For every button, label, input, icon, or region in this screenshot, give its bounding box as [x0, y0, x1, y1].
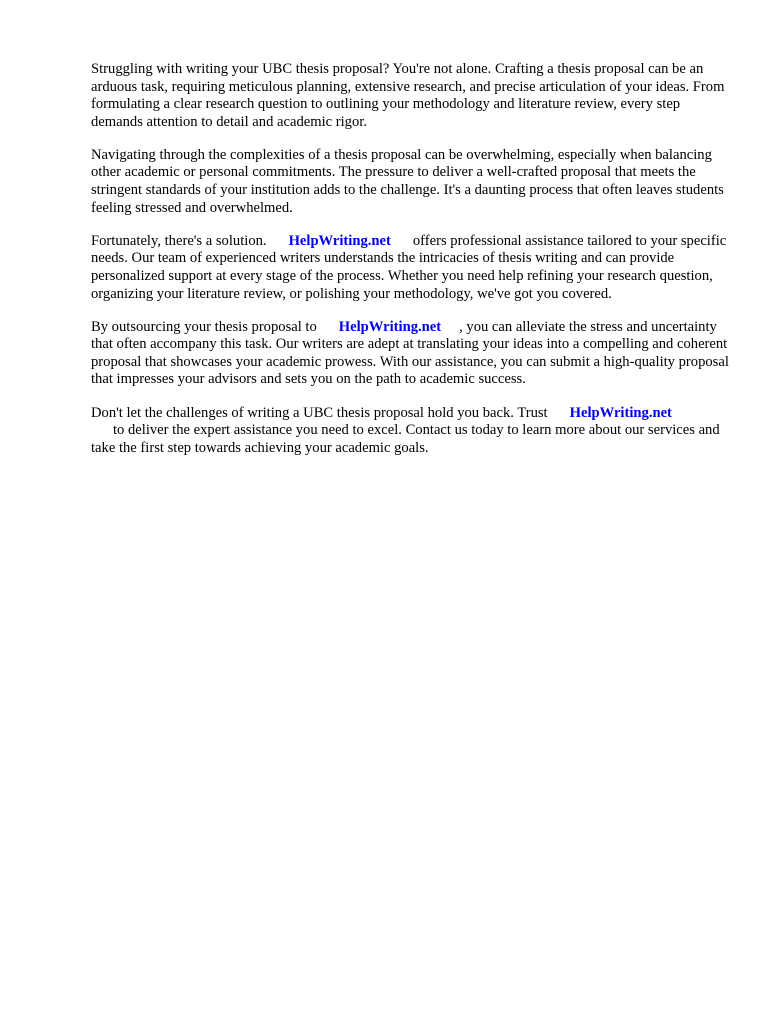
paragraph-text-after: to deliver the expert assistance you need to excel. Contact us today to learn more about our services and take the first step towards achieving your academic goals.: [91, 422, 720, 456]
helpwriting-link[interactable]: HelpWriting.net: [338, 318, 442, 335]
paragraph-solution: [91, 233, 731, 303]
paragraph-outsourcing: [91, 319, 731, 389]
paragraph-text-after: , you can alleviate the stress and uncertainty that often accompany this task. Our writers are adept at translating your ideas into a compelling and coherent proposal that showcases your academic prowess. With our assistance, you can submit a high-quality proposal that impresses your advisors and sets you on the path to academic success.: [91, 318, 729, 388]
document-body: [91, 61, 731, 473]
paragraph-text-before: By outsourcing your thesis proposal to: [91, 318, 317, 335]
paragraph-challenges: [91, 147, 731, 217]
helpwriting-link[interactable]: HelpWriting.net: [569, 404, 672, 421]
paragraph-intro: [91, 61, 731, 131]
paragraph-call-to-action: [91, 405, 731, 458]
paragraph-text: Struggling with writing your UBC thesis proposal? You're not alone. Crafting a thesis proposal can be an arduous task, requiring meticulous planning, extensive research, and precise articulation of your ideas. From formulating a clear research question to outlining your methodology and literature review, every step demands attention to detail and academic rigor.: [91, 61, 725, 130]
paragraph-text-before: Fortunately, there's a solution.: [91, 232, 267, 249]
helpwriting-link[interactable]: HelpWriting.net: [288, 232, 391, 249]
paragraph-text: Navigating through the complexities of a thesis proposal can be overwhelming, especially when balancing other academic or personal commitments. The pressure to deliver a well-crafted proposal that meets the stringent standards of your institution adds to the challenge. It's a daunting process that often leaves students feeling stressed and overwhelmed.: [91, 146, 724, 216]
paragraph-text-before: Don't let the challenges of writing a UBC thesis proposal hold you back. Trust: [91, 404, 548, 421]
paragraph-text-after: offers professional assistance tailored to your specific needs. Our team of experienced writers understands the intricacies of thesis writing and can provide personalized support at every stage of the process. Whether you need help refining your research question, organizing your literature review, or polishing your methodology, we've got you covered.: [91, 232, 727, 302]
